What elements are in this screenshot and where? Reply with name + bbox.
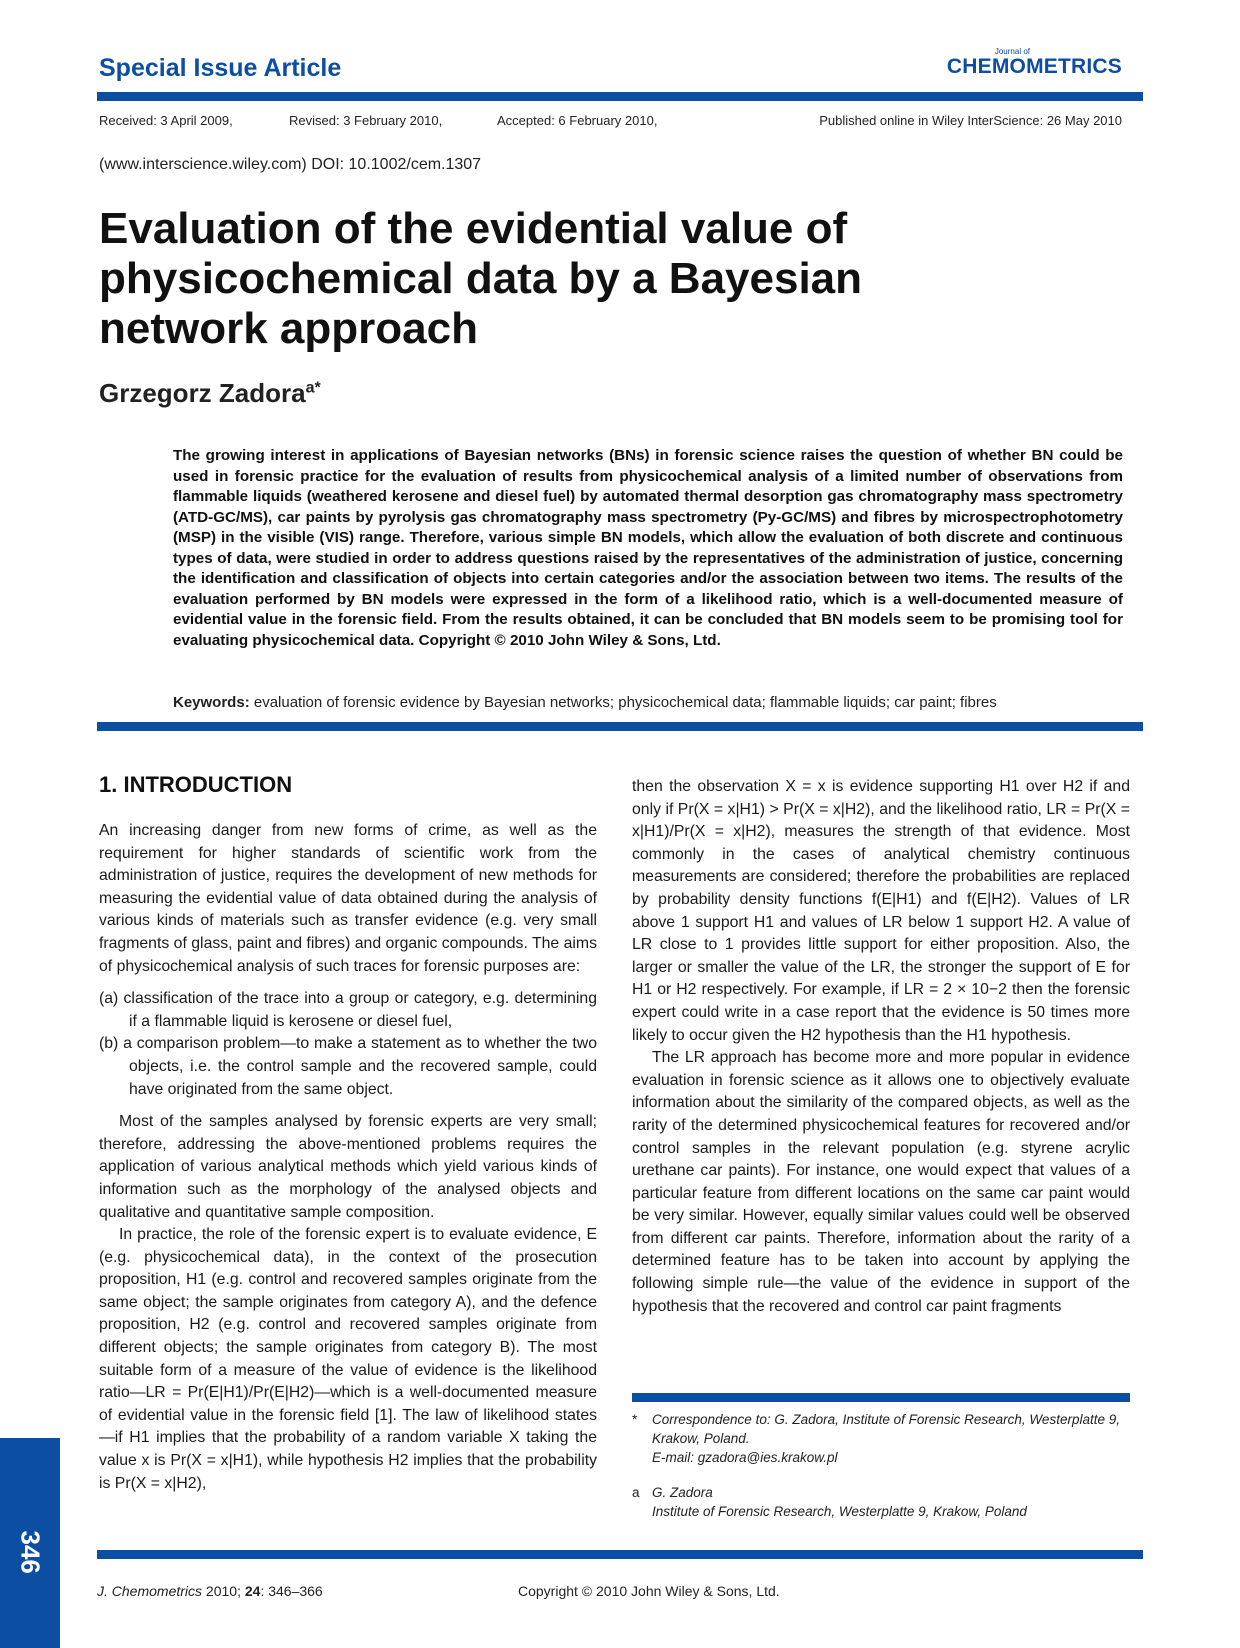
affiliation-address: Institute of Forensic Research, Westerplatte 9, Krakow, Poland [652,1504,1027,1519]
keywords [173,694,1133,711]
section-label: Special Issue Article [99,54,342,82]
accepted-date: Accepted: 6 February 2010, [497,113,658,128]
footnote-a-mark: a [632,1485,640,1500]
correspondence-text: Correspondence to: G. Zadora, Institute of Forensic Research, Westerplatte 9, Krakow, Poland. [652,1412,1120,1446]
correspondence-footnote [632,1410,1132,1467]
right-column [632,776,1130,1318]
footer-rule [97,1550,1143,1559]
intro-paragraph-2: Most of the samples analysed by forensic experts are very small; therefore, addressing the above-mentioned problems requires the application of various analytical methods which yield various kinds of information such as the morphology of the analysed objects and qualitative and quantitative sample composition. [99,1113,597,1221]
received-date: Received: 3 April 2009, [99,113,233,128]
abstract: The growing interest in applications of Bayesian networks (BNs) in forensic science raises the question of whether BN could be used in forensic practice for the evaluation of results from physicochemical analysis of a limited number of observations from flammable liquids (weathered kerosene and diesel fuel) by automated thermal desorption gas chromatography mass spectrometry (ATD-GC/MS), car paints by pyrolysis gas chromatography mass spectrometry (Py-GC/MS) and fibres by microspectrophotometry (MSP) in the visible (VIS) range. Therefore, various simple BN models, which allow the evaluation of both discrete and continuous types of data, were studied in order to address questions raised by the representatives of the administration of justice, concerning the identification and classification of objects into certain categories and/or the association between two items. The results of the evaluation performed by BN models were expressed in the form of a likelihood ratio, which is a well-documented measure of evidential value in the forensic field. From the results obtained, it can be concluded that BN models seem to be promising tool for evaluating physicochemical data. Copyright © 2010 John Wiley & Sons, Ltd. [173,447,1123,649]
doi-line: (www.interscience.wiley.com) DOI: 10.1002/cem.1307 [99,156,482,173]
intro-paragraph-continued: then the observation X = x is evidence supporting H1 over H2 if and only if Pr(X = x|H1) > Pr(X = x|H2), and the likelihood ratio, LR = Pr(X = x|H1)/Pr(X = x|H2), measures the strength of that evidence. Most commonly in the cases of analytical chemistry continuous measurements are considered; therefore the probabilities are replaced by probability density functions f(E|H1) and f(E|H2). Values of LR above 1 support H1 and values of LR below 1 support H2. A value of LR close to 1 provides little support for either proposition. Also, the larger or smaller the value of the LR, the stronger the support of E for H1 or H2 respectively. For example, if LR = 2 × 10−2 then the forensic expert could write in a case report that the evidence is 50 times more likely to occur given the H2 hypothesis than the H1 hypothesis. [632,778,1130,1044]
abstract-rule [97,722,1143,731]
article-title: Evaluation of the evidential value of physicochemical data by a Bayesian network approach [99,204,863,353]
footer-pages: : 346–366 [260,1583,323,1599]
list-item: (a) classification of the trace into a group or category, e.g. determining if a flammable liquid is kerosene or diesel fuel, [99,990,597,1030]
left-column [99,820,597,1495]
keywords-text: evaluation of forensic evidence by Bayesian networks; physicochemical data; flammable liquids; car paint; fibres [253,694,997,711]
footer-volume: 24 [244,1583,261,1599]
keywords-label: Keywords: [173,694,250,711]
journal-logo-title: CHEMOMETRICS [946,55,1122,78]
journal-logo-small: Journal of [994,47,1030,56]
intro-paragraph-1: An increasing danger from new forms of crime, as well as the requirement for higher standards of scientific work from the administration of justice, requires the development of new methods for measuring the evidential value of data obtained during the analysis of various kinds of materials such as transfer evidence (e.g. very small fragments of glass, paint and fibres) and organic compounds. The aims of physicochemical analysis of such traces for forensic purposes are: [99,822,597,975]
correspondence-email[interactable]: E-mail: gzadora@ies.krakow.pl [652,1450,838,1465]
aims-list [99,988,597,1101]
intro-paragraph-3: In practice, the role of the forensic expert is to evaluate evidence, E (e.g. physicochemical data), in the context of the prosecution proposition, H1 (e.g. control and recovered samples originate from the same object; the sample originates from category A), and the defence proposition, H2 (e.g. control and recovered samples originate from different objects; the sample originates from category B). The most suitable form of a measure of the value of evidence is the likelihood ratio—LR = Pr(E|H1)/Pr(E|H2)—which is a well-documented measure of evidential value in the forensic field [1]. The law of likelihood states—if H1 implies that the probability of a random variable X taking the value x is Pr(X = x|H1), while hypothesis H2 implies that the probability is Pr(X = x|H2), [99,1226,597,1492]
author-name: Grzegorz Zadora [99,378,306,408]
list-item: (b) a comparison problem—to make a statement as to whether the two objects, i.e. the control sample and the recovered sample, could have originated from the same object. [99,1035,597,1098]
footer-journal-name: J. Chemometrics [97,1583,203,1599]
author-affiliation-mark: a* [305,379,321,397]
footer-copyright: Copyright © 2010 John Wiley & Sons, Ltd. [518,1583,780,1599]
header-rule [97,92,1143,101]
affiliation-footnote [632,1483,1132,1521]
intro-paragraph-4: The LR approach has become more and more popular in evidence evaluation in forensic science as it allows one to objectively evaluate information about the similarity of the compared objects, as well as the rarity of the determined physicochemical features for recovered and/or control samples in the relevant population (e.g. styrene acrylic urethane car paints). For instance, one would expect that values of a particular feature from different locations on the same car paint would be very similar. However, equally similar values could well be observed from different car paints. Therefore, information about the rarity of a determined feature has to be taken into account by applying the following simple rule—the value of the evidence in support of the hypothesis that the recovered and control car paint fragments [632,1049,1130,1315]
footnote-rule [632,1393,1130,1402]
page-number: 346 [15,1530,46,1574]
footer-year: 2010; [202,1583,245,1599]
footnotes [632,1410,1132,1521]
author [99,378,321,409]
section-heading-introduction: 1. INTRODUCTION [99,772,293,797]
affiliation-name: G. Zadora [652,1485,713,1500]
revised-date: Revised: 3 February 2010, [289,113,443,128]
journal-logo [947,48,1122,77]
published-date: Published online in Wiley InterScience: 26 May 2010 [819,113,1122,128]
footer-citation [97,1583,323,1599]
footnote-star-mark: * [632,1412,638,1427]
